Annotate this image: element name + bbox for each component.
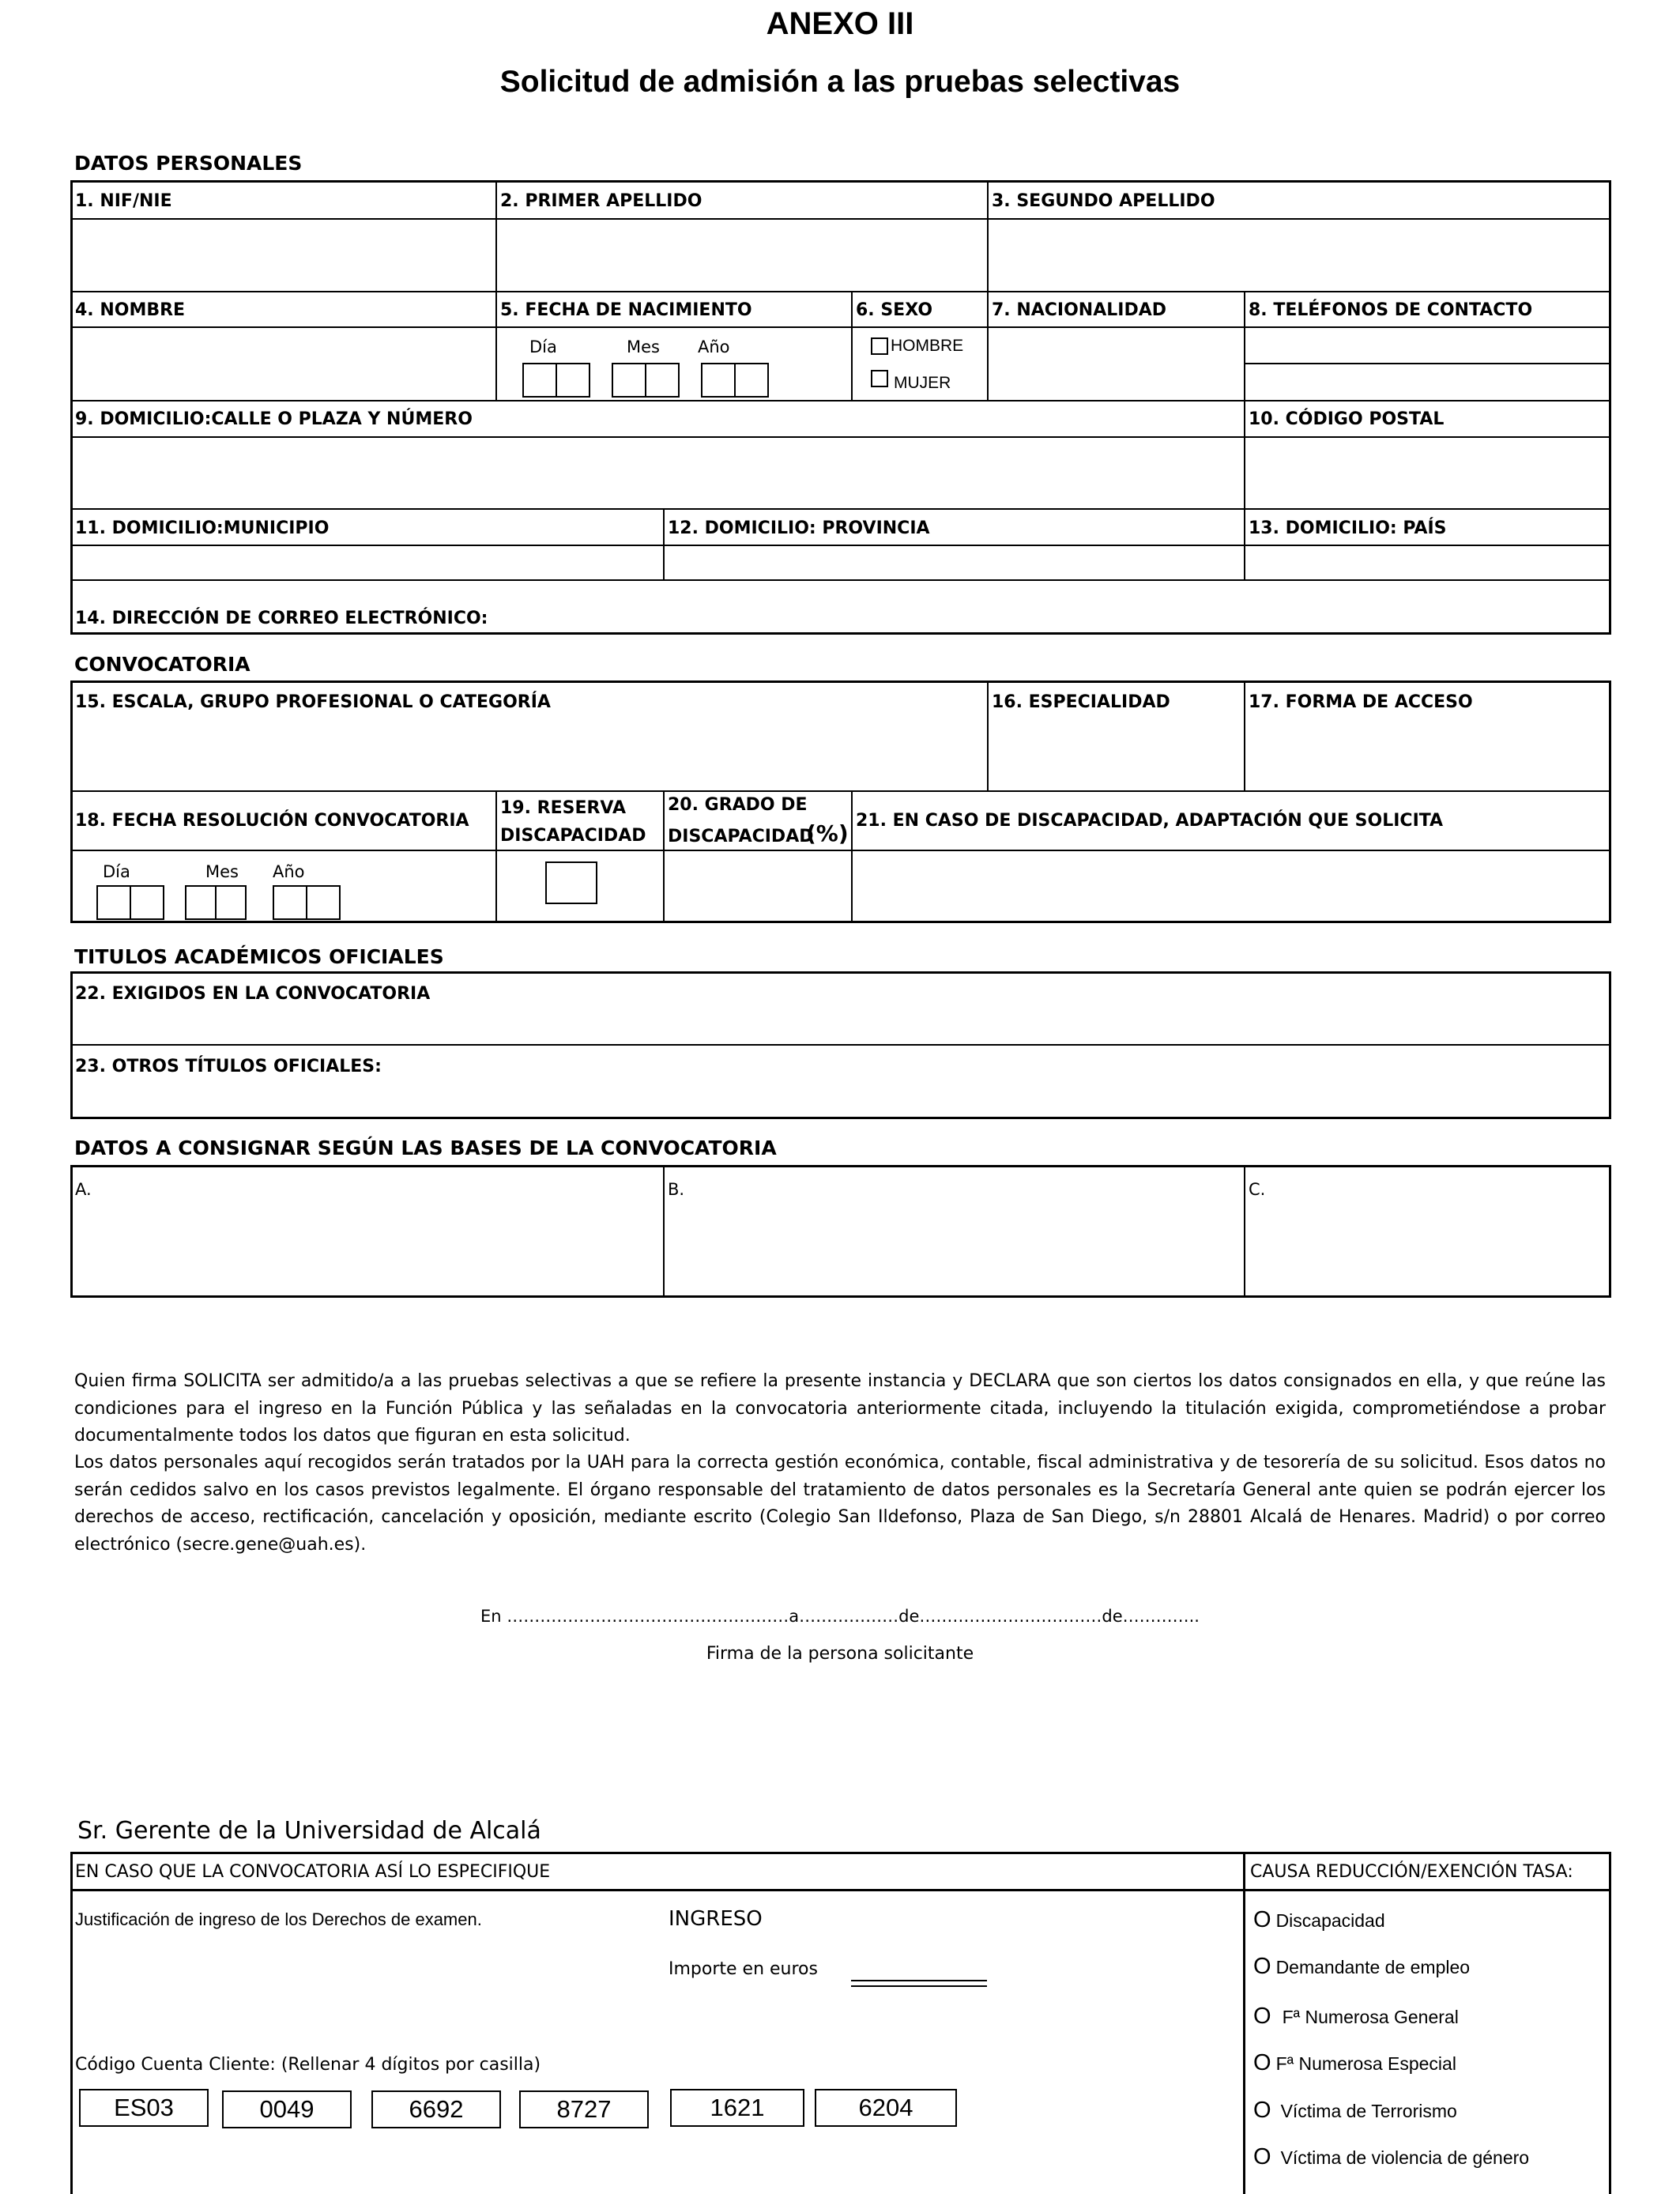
email-input[interactable] bbox=[514, 585, 1604, 631]
field-sexo-label: 6. SEXO bbox=[856, 300, 933, 320]
birth-year-digit-2[interactable] bbox=[734, 363, 769, 398]
exigidos-input[interactable] bbox=[73, 1008, 1609, 1043]
nombre-input[interactable] bbox=[73, 329, 494, 398]
cause-terrorismo[interactable]: O Víctima de Terrorismo bbox=[1253, 2098, 1457, 2123]
section-datos-bases: DATOS A CONSIGNAR SEGÚN LAS BASES DE LA CONVOCATORIA bbox=[74, 1137, 777, 1159]
declaration-paragraph-1: Quien firma SOLICITA ser admitido/a a las pruebas selectivas a que se refiere la presente instancia y DECLARA que son ciertos los datos consignados en ella, y que reúne las condiciones para el ingreso en la Función Pública y las señaladas en la convocatoria anteriormente citada, incluyendo la titulación exigida, comprometiéndose a probar documentalmente todos los datos que figuran en esta solicitud. bbox=[74, 1371, 1606, 1446]
birth-day-label: Día bbox=[529, 337, 557, 356]
justificacion-text: Justificación de ingreso de los Derechos de examen. bbox=[75, 1909, 482, 1929]
mujer-checkbox[interactable] bbox=[871, 370, 888, 387]
payment-header-left: EN CASO QUE LA CONVOCATORIA ASÍ LO ESPECIFIQUE bbox=[75, 1862, 551, 1882]
ingreso-label: INGRESO bbox=[669, 1907, 763, 1931]
field-fecha-resolucion-label: 18. FECHA RESOLUCIÓN CONVOCATORIA bbox=[75, 811, 469, 831]
signature-date-line: En ……………………………………………a………………de……………………………de………….. bbox=[480, 1607, 1200, 1626]
page-title: ANEXO III bbox=[766, 6, 914, 41]
field-primer-apellido-label: 2. PRIMER APELLIDO bbox=[500, 191, 703, 211]
account-field-3[interactable]: 6692 bbox=[371, 2090, 501, 2128]
primer-apellido-input[interactable] bbox=[498, 221, 985, 290]
forma-acceso-input[interactable] bbox=[1246, 721, 1609, 789]
cause-discapacidad[interactable]: O Discapacidad bbox=[1253, 1907, 1385, 1932]
dato-a-label: A. bbox=[75, 1180, 92, 1199]
hombre-label: HOMBRE bbox=[891, 337, 964, 355]
field-segundo-apellido-label: 3. SEGUNDO APELLIDO bbox=[992, 191, 1215, 211]
hombre-checkbox[interactable] bbox=[871, 337, 888, 355]
codigo-cuenta-label: Código Cuenta Cliente: (Rellenar 4 dígitos por casilla) bbox=[75, 2055, 541, 2075]
especialidad-input[interactable] bbox=[989, 721, 1242, 789]
domicilio-input[interactable] bbox=[73, 439, 1242, 507]
cause-numerosa-general[interactable]: O Fª Numerosa General bbox=[1253, 2004, 1459, 2029]
field-email-label: 14. DIRECCIÓN DE CORREO ELECTRÓNICO: bbox=[75, 609, 488, 628]
dato-c-label: C. bbox=[1249, 1180, 1266, 1199]
signature-caption: Firma de la persona solicitante bbox=[706, 1644, 974, 1664]
resolution-month-digit-1[interactable] bbox=[185, 885, 217, 920]
municipio-input[interactable] bbox=[73, 547, 661, 579]
grado-discapacidad-input[interactable] bbox=[665, 852, 849, 921]
cause-numerosa-especial[interactable]: O Fª Numerosa Especial bbox=[1253, 2050, 1456, 2075]
cause-demandante-empleo[interactable]: O Demandante de empleo bbox=[1253, 1954, 1471, 1979]
importe-input[interactable] bbox=[851, 1980, 987, 1987]
nif-input[interactable] bbox=[73, 221, 494, 290]
field-especialidad-label: 16. ESPECIALIDAD bbox=[992, 692, 1170, 712]
birth-day-digit-2[interactable] bbox=[556, 363, 590, 398]
section-convocatoria: CONVOCATORIA bbox=[74, 653, 250, 676]
resolution-day-digit-2[interactable] bbox=[130, 885, 164, 920]
account-field-4[interactable]: 8727 bbox=[519, 2090, 649, 2128]
reserva-discapacidad-checkbox[interactable] bbox=[545, 861, 597, 904]
radio-icon: O bbox=[1253, 1907, 1271, 1932]
field-domicilio-label: 9. DOMICILIO:CALLE O PLAZA Y NÚMERO bbox=[75, 409, 473, 429]
payment-header-right: CAUSA REDUCCIÓN/EXENCIÓN TASA: bbox=[1250, 1862, 1573, 1882]
radio-icon: O bbox=[1253, 1954, 1271, 1979]
field-codigo-postal-label: 10. CÓDIGO POSTAL bbox=[1249, 409, 1445, 429]
field-fecha-nacimiento-label: 5. FECHA DE NACIMIENTO bbox=[500, 300, 752, 320]
field-grado-label-percent: (%) bbox=[806, 820, 849, 846]
addressee: Sr. Gerente de la Universidad de Alcalá bbox=[77, 1817, 541, 1845]
field-escala-label: 15. ESCALA, GRUPO PROFESIONAL O CATEGORÍA bbox=[75, 692, 551, 712]
resolution-year-digit-2[interactable] bbox=[306, 885, 341, 920]
birth-year-digit-1[interactable] bbox=[701, 363, 736, 398]
mujer-label: MUJER bbox=[894, 374, 951, 392]
dato-b-input[interactable] bbox=[665, 1201, 1242, 1295]
birth-month-label: Mes bbox=[627, 337, 660, 356]
dato-a-input[interactable] bbox=[73, 1201, 661, 1295]
telefono-2-input[interactable] bbox=[1246, 365, 1609, 398]
field-exigidos-label: 22. EXIGIDOS EN LA CONVOCATORIA bbox=[75, 984, 431, 1004]
resolution-month-label: Mes bbox=[205, 862, 239, 881]
field-nombre-label: 4. NOMBRE bbox=[75, 300, 186, 320]
birth-year-label: Año bbox=[698, 337, 730, 356]
adaptacion-input[interactable] bbox=[853, 852, 1609, 921]
field-telefonos-label: 8. TELÉFONOS DE CONTACTO bbox=[1249, 300, 1533, 320]
field-otros-titulos-label: 23. OTROS TÍTULOS OFICIALES: bbox=[75, 1057, 382, 1076]
segundo-apellido-input[interactable] bbox=[989, 221, 1609, 290]
account-field-5[interactable]: 1621 bbox=[670, 2089, 804, 2127]
declaration-paragraph-2: Los datos personales aquí recogidos serán tratados por la UAH para la correcta gestión económica, contable, fiscal administrativa y de tesorería de su solicitud. Esos datos no serán cedidos salvo en los casos previstos legalmente. El órgano responsable del tratamiento de datos personales es la Secretaría General ante quien se podrán ejercer los derechos de acceso, rectificación, cancelación y oposición, mediante escrito (Colegio San Ildefonso, Plaza de San Diego, s/n 28801 Alcalá de Henares. Madrid) o por correo electrónico (secre.gene@uah.es). bbox=[74, 1453, 1606, 1555]
escala-input[interactable] bbox=[73, 721, 985, 789]
telefono-1-input[interactable] bbox=[1246, 329, 1609, 362]
dato-b-label: B. bbox=[668, 1180, 685, 1199]
account-field-2[interactable]: 0049 bbox=[222, 2090, 352, 2128]
radio-icon: O bbox=[1253, 2144, 1271, 2169]
section-datos-personales: DATOS PERSONALES bbox=[74, 152, 303, 175]
importe-label: Importe en euros bbox=[669, 1959, 818, 1979]
cause-violencia-genero[interactable]: O Víctima de violencia de género bbox=[1253, 2144, 1530, 2169]
field-nacionalidad-label: 7. NACIONALIDAD bbox=[992, 300, 1166, 320]
radio-icon: O bbox=[1253, 2098, 1271, 2123]
resolution-month-digit-2[interactable] bbox=[215, 885, 247, 920]
resolution-day-digit-1[interactable] bbox=[96, 885, 131, 920]
birth-month-digit-1[interactable] bbox=[612, 363, 646, 398]
field-grado-label-1: 20. GRADO DE bbox=[668, 795, 808, 815]
radio-icon: O bbox=[1253, 2004, 1271, 2029]
provincia-input[interactable] bbox=[665, 547, 1242, 579]
field-reserva-label-2: DISCAPACIDAD bbox=[500, 826, 646, 846]
resolution-year-digit-1[interactable] bbox=[273, 885, 307, 920]
section-titulos: TITULOS ACADÉMICOS OFICIALES bbox=[74, 945, 444, 968]
field-adaptacion-label: 21. EN CASO DE DISCAPACIDAD, ADAPTACIÓN QUE SOLICITA bbox=[856, 811, 1444, 831]
nacionalidad-input[interactable] bbox=[989, 329, 1242, 398]
codigo-postal-input[interactable] bbox=[1246, 439, 1609, 507]
pais-input[interactable] bbox=[1246, 547, 1609, 579]
account-field-6[interactable]: 6204 bbox=[815, 2089, 957, 2127]
radio-icon: O bbox=[1253, 2050, 1271, 2075]
birth-day-digit-1[interactable] bbox=[522, 363, 557, 398]
field-pais-label: 13. DOMICILIO: PAÍS bbox=[1249, 518, 1447, 538]
account-field-1[interactable]: ES03 bbox=[79, 2089, 209, 2127]
field-forma-acceso-label: 17. FORMA DE ACCESO bbox=[1249, 692, 1473, 712]
field-nif-label: 1. NIF/NIE bbox=[75, 191, 172, 211]
otros-titulos-input[interactable] bbox=[73, 1081, 1609, 1117]
field-grado-label-2: DISCAPACIDAD bbox=[668, 827, 814, 846]
birth-month-digit-2[interactable] bbox=[645, 363, 680, 398]
resolution-day-label: Día bbox=[103, 862, 130, 881]
field-municipio-label: 11. DOMICILIO:MUNICIPIO bbox=[75, 518, 330, 538]
page-subtitle: Solicitud de admisión a las pruebas selectivas bbox=[499, 65, 1181, 99]
field-provincia-label: 12. DOMICILIO: PROVINCIA bbox=[668, 518, 930, 538]
field-reserva-label-1: 19. RESERVA bbox=[500, 798, 626, 818]
resolution-year-label: Año bbox=[273, 862, 305, 881]
dato-c-input[interactable] bbox=[1246, 1201, 1609, 1295]
